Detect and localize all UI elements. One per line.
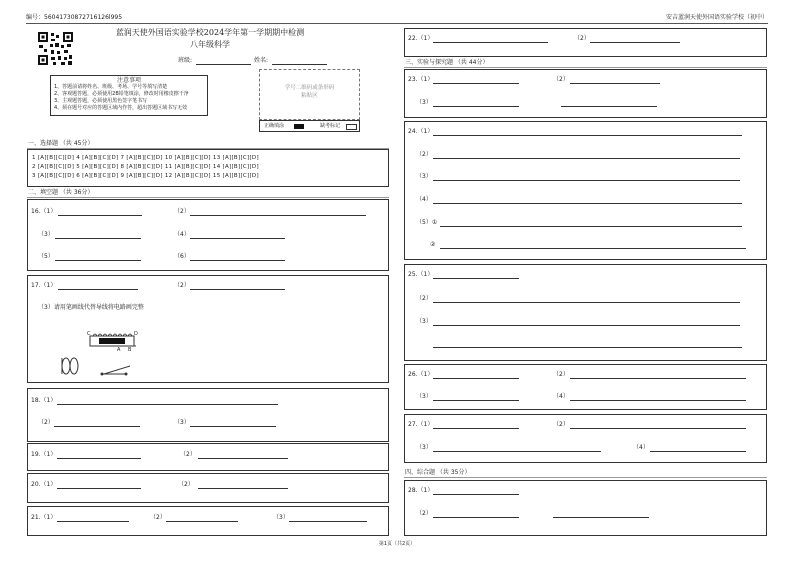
q20-2-label: （2） — [178, 481, 194, 488]
q21-2-answer[interactable] — [166, 521, 238, 522]
q24-5a-label: （5）① — [416, 219, 438, 226]
q18-2-label: （2） — [38, 419, 54, 426]
q24-3-answer[interactable] — [433, 180, 740, 181]
q26-3-answer[interactable] — [433, 400, 519, 401]
q23-1-answer[interactable] — [433, 83, 519, 84]
name-field[interactable] — [272, 64, 327, 65]
q24-2-label: （2） — [416, 151, 432, 158]
q27-2-label: （2） — [553, 421, 569, 428]
q25-1-label: 25.（1） — [408, 271, 434, 278]
q26-2-answer[interactable] — [570, 378, 746, 379]
q27-2-answer[interactable] — [570, 428, 746, 429]
q19-2-label: （2） — [180, 451, 196, 458]
q16-1-answer[interactable] — [58, 215, 142, 216]
name-label: 姓名: — [254, 57, 269, 64]
q22-1-label: 22.（1） — [408, 35, 434, 42]
q17-2-label: （2） — [174, 282, 190, 289]
q21-1-label: 21.（1） — [31, 514, 57, 521]
q17-3-label: （3）请用笔画线代替导线将电路画完整 — [38, 304, 144, 311]
q28-2-label: （2） — [416, 510, 432, 517]
q23-box — [404, 69, 767, 118]
missing-mark-box[interactable] — [346, 124, 357, 130]
q20-1-answer[interactable] — [57, 488, 141, 489]
q16-5-answer[interactable] — [55, 260, 141, 261]
correct-fill-label: 正确填涂 — [264, 123, 285, 129]
q24-1-label: 24.（1） — [408, 128, 434, 135]
q27-1-answer[interactable] — [433, 428, 519, 429]
q27-box — [404, 414, 767, 463]
q23-1-label: 23.（1） — [408, 76, 434, 83]
q21-2-label: （2） — [150, 514, 166, 521]
q25-1-answer[interactable] — [433, 278, 519, 279]
q24-4-answer[interactable] — [433, 203, 742, 204]
q24-5b-answer[interactable] — [440, 248, 746, 249]
qr-code-icon — [37, 31, 74, 66]
q20-2-answer[interactable] — [198, 488, 288, 489]
barcode-paste-area — [259, 69, 360, 120]
correct-fill-mark-icon — [294, 124, 304, 129]
barcode-text: 学号二维码或条形码 — [284, 85, 335, 91]
q16-5-label: （5） — [38, 253, 54, 260]
q27-1-label: 27.（1） — [408, 421, 434, 428]
circuit-diagram[interactable] — [54, 322, 164, 380]
serial-number: 编号：56041730872716126l995 — [26, 14, 123, 21]
q18-3-label: （3） — [174, 419, 190, 426]
notice-item: 4、须在题号对应的答题区域内作答，超出答题区域书写无效 — [54, 105, 188, 111]
q27-4-answer[interactable] — [650, 451, 746, 452]
section-comprehensive-title: 四、综合题 （共 35分） — [405, 469, 471, 476]
q27-3-label: （3） — [416, 444, 432, 451]
q19-2-answer[interactable] — [198, 458, 288, 459]
q17-2-answer[interactable] — [190, 289, 285, 290]
q21-3-answer[interactable] — [289, 521, 367, 522]
q17-1-answer[interactable] — [58, 289, 138, 290]
q24-box — [404, 121, 767, 260]
class-field[interactable] — [196, 64, 251, 65]
q28-1-answer[interactable] — [433, 494, 519, 495]
q25-3-answer-b[interactable] — [433, 347, 742, 348]
exam-title: 蓝润天使外国语实验学校2024学年第一学期期中检测 — [115, 28, 305, 37]
q18-box — [27, 388, 389, 442]
notice-title: 注意事项 — [116, 77, 141, 84]
q24-2-answer[interactable] — [433, 158, 740, 159]
q22-1-answer[interactable] — [433, 42, 548, 43]
q16-4-label: （4） — [174, 231, 190, 238]
q17-1-label: 17.（1） — [31, 282, 57, 289]
choice-row[interactable]: 2 [A][B][C][D] 5 [A][B][C][D] 8 [A][B][C][D] 11 [A][B][C][D] 14 [A][B][C][D] — [32, 164, 259, 170]
q24-4-label: （4） — [416, 196, 432, 203]
q16-2-answer[interactable] — [190, 215, 366, 216]
choice-row[interactable]: 1 [A][B][C][D] 4 [A][B][C][D] 7 [A][B][C][D] 10 [A][B][C][D] 13 [A][B][C][D] — [32, 155, 259, 161]
q18-1-answer[interactable] — [57, 404, 278, 405]
section-divider — [27, 197, 389, 198]
q28-2-answer-a[interactable] — [433, 517, 519, 518]
choice-answer-box — [27, 149, 389, 187]
q28-2-answer-b[interactable] — [553, 517, 649, 518]
q19-1-answer[interactable] — [57, 458, 141, 459]
q26-box — [404, 364, 767, 410]
class-label: 班级: — [178, 57, 193, 64]
q26-4-label: （4） — [553, 393, 569, 400]
notice-box — [50, 75, 208, 116]
school-name-right: 安吉蓝润天使外国语实验学校（初中） — [665, 14, 768, 21]
q19-1-label: 19.（1） — [31, 451, 57, 458]
section-choice-title: 一、选择题 （共 45分） — [28, 140, 94, 147]
q28-box — [404, 480, 767, 536]
choice-row[interactable]: 3 [A][B][C][D] 6 [A][B][C][D] 9 [A][B][C][D] 12 [A][B][C][D] 15 [A][B][C][D] — [32, 173, 259, 179]
q22-2-answer[interactable] — [590, 42, 680, 43]
exam-subject: 八年级科学 — [190, 40, 230, 49]
q16-2-label: （2） — [174, 208, 190, 215]
q25-2-answer[interactable] — [433, 302, 740, 303]
section-divider — [404, 477, 767, 478]
q25-3-label: （3） — [416, 318, 432, 325]
q21-3-label: （3） — [273, 514, 289, 521]
q26-2-label: （2） — [553, 371, 569, 378]
section-divider — [404, 67, 767, 68]
notice-item: 3、主观题答题，必须使用黑色签字笔书写 — [54, 98, 148, 104]
q22-2-label: （2） — [574, 35, 590, 42]
q27-3-answer[interactable] — [433, 451, 601, 452]
q26-3-label: （3） — [416, 393, 432, 400]
header-rule — [26, 23, 768, 24]
q16-1-label: 16.（1） — [31, 208, 57, 215]
page-number: 第1页（共2页） — [378, 541, 416, 547]
terminal-a-label: A — [117, 347, 121, 353]
q21-1-answer[interactable] — [57, 521, 129, 522]
q18-3-answer[interactable] — [190, 426, 276, 427]
terminal-c-label: C — [87, 331, 91, 337]
notice-item: 1、答题前请将姓名、班级、考场、学号等填写清楚 — [54, 84, 168, 90]
terminal-d-label: D — [134, 331, 138, 337]
q23-3-answer-a[interactable] — [433, 106, 519, 107]
q23-2-answer[interactable] — [570, 83, 660, 84]
section-experiment-title: 三、实验与探究题 （共 44分） — [405, 59, 489, 66]
notice-item: 2、客观题答题，必须使用2B铅笔填涂，修改时用橡皮擦干净 — [54, 91, 189, 97]
q16-4-answer[interactable] — [190, 238, 285, 239]
q27-4-label: （4） — [633, 444, 649, 451]
barcode-text: 粘贴区 — [301, 93, 318, 99]
q19-box — [27, 443, 389, 471]
q26-1-label: 26.（1） — [408, 371, 434, 378]
terminal-b-label: B — [128, 347, 132, 353]
fill-legend — [259, 120, 360, 132]
q26-1-answer[interactable] — [433, 378, 519, 379]
missing-label: 缺考标记 — [320, 123, 341, 129]
q28-1-label: 28.（1） — [408, 487, 434, 494]
q16-6-label: （6） — [174, 253, 190, 260]
q24-3-label: （3） — [416, 173, 432, 180]
q23-3-answer-b[interactable] — [561, 106, 657, 107]
q23-3-label: （3） — [416, 99, 432, 106]
q16-3-answer[interactable] — [55, 238, 141, 239]
q18-1-label: 18.（1） — [31, 397, 57, 404]
q24-1-answer[interactable] — [433, 135, 742, 136]
q20-1-label: 20.（1） — [31, 481, 57, 488]
q25-2-label: （2） — [416, 295, 432, 302]
q16-6-answer[interactable] — [190, 260, 285, 261]
q25-3-answer-a[interactable] — [433, 325, 740, 326]
q24-5a-answer[interactable] — [440, 226, 742, 227]
q16-3-label: （3） — [38, 231, 54, 238]
q26-4-answer[interactable] — [570, 400, 746, 401]
q18-2-answer[interactable] — [54, 426, 140, 427]
section-fill-title: 二、填空题 （共 36分） — [28, 189, 94, 196]
q24-5b-label: ② — [430, 241, 436, 248]
q23-2-label: （2） — [553, 76, 569, 83]
